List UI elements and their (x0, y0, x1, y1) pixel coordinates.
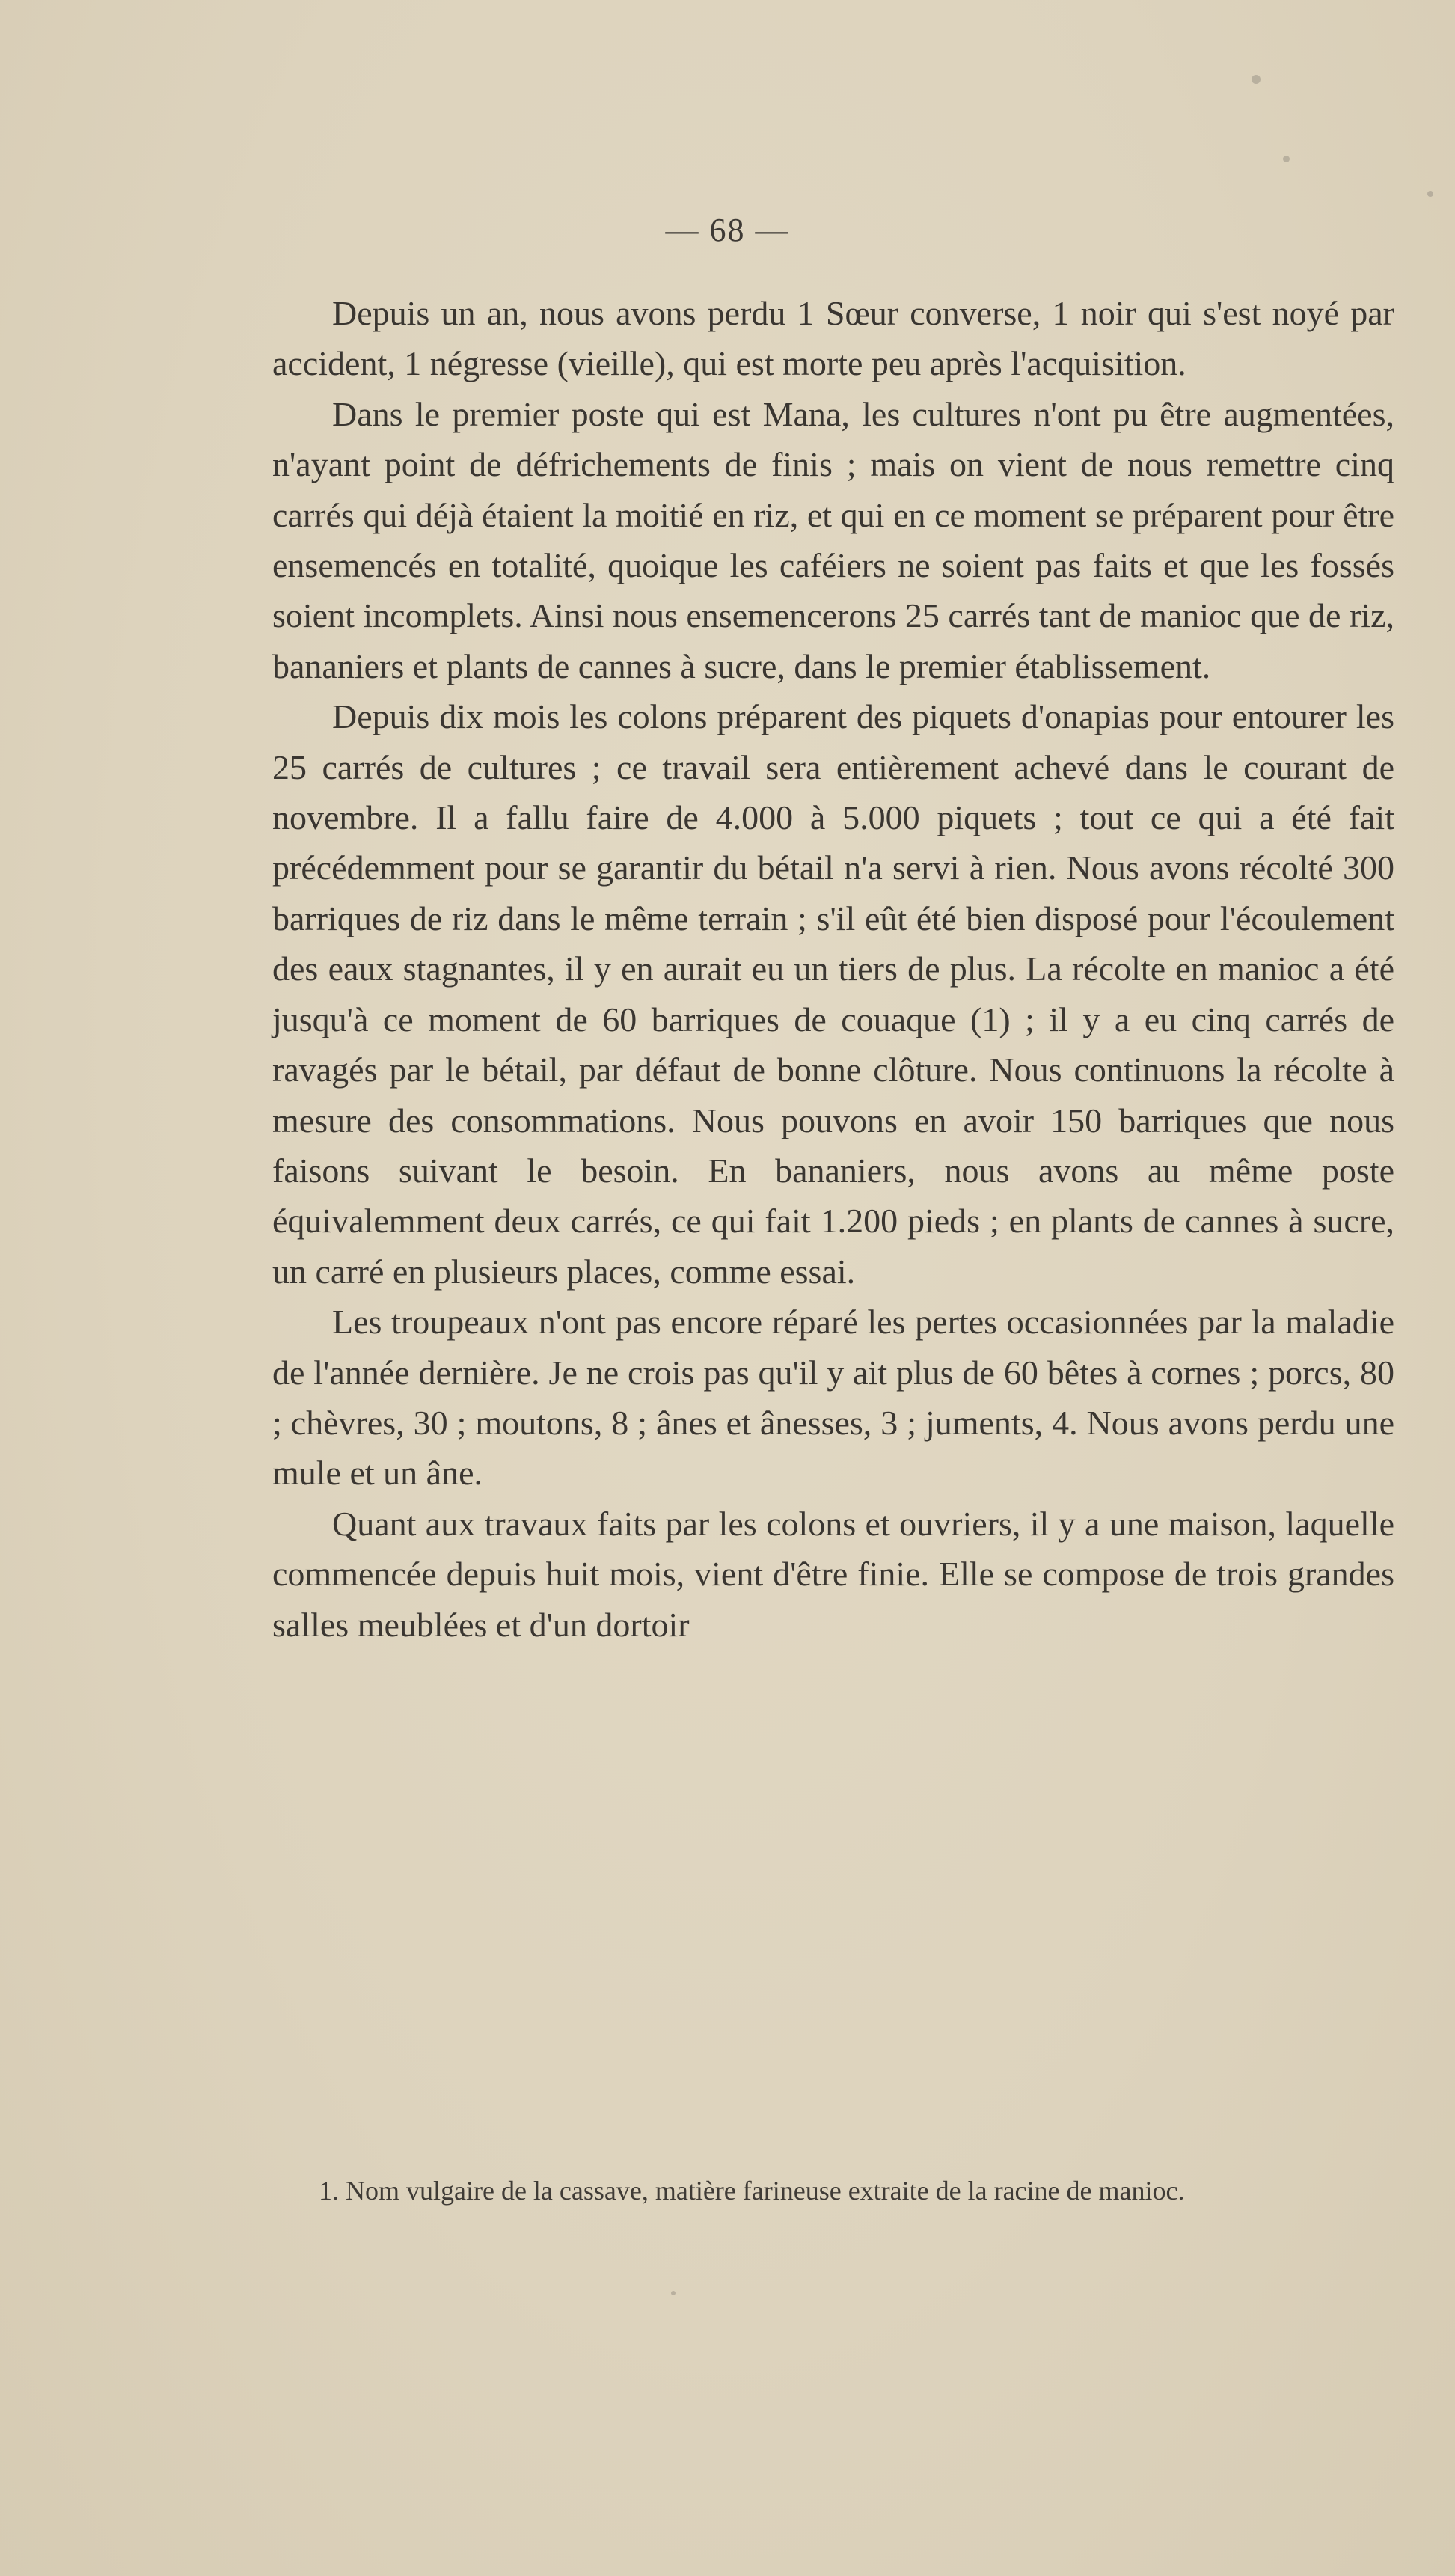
main-text (272, 288, 1394, 1650)
paper-speck (1427, 191, 1433, 197)
paragraph-1: Depuis un an, nous avons perdu 1 Sœur converse, 1 noir qui s'est noyé par accident, 1 négresse (vieille), qui est morte peu après l'acquisition. (272, 294, 1394, 383)
paragraph-3: Depuis dix mois les colons préparent des piquets d'onapias pour entourer les 25 carrés de cultures ; ce travail sera entièrement achevé dans le courant de novembre. Il a fallu faire de 4.000 à 5.000 piquets ; tout ce qui a été fait précédemment pour se garantir du bétail n'a servi à rien. Nous avons récolté 300 barriques de riz dans le même terrain ; s'il eût été bien disposé pour l'écoulement des eaux stagnantes, il y en aurait eu un tiers de plus. La récolte en manioc a été jusqu'à ce moment de 60 barriques de couaque (1) ; il y a eu cinq carrés de ravagés par le bétail, par défaut de bonne clôture. Nous continuons la récolte à mesure des consommations. Nous pouvons en avoir 150 barriques que nous faisons suivant le besoin. En bananiers, nous avons au même poste équivalemment deux carrés, ce qui fait 1.200 pieds ; en plants de cannes à sucre, un carré en plusieurs places, comme essai. (272, 697, 1394, 1291)
paper-speck (1283, 156, 1290, 162)
paper-speck (671, 2291, 676, 2295)
page-number: — 68 — (665, 212, 790, 248)
paragraph-5: Quant aux travaux faits par les colons et ouvriers, il y a une maison, laquelle commencée depuis huit mois, vient d'être finie. Elle se compose de trois grandes salles meublées et d'un dortoir (272, 1504, 1394, 1644)
footnote (272, 2173, 1394, 2208)
footnote-text: 1. Nom vulgaire de la cassave, matière farineuse extraite de la racine de manioc. (319, 2176, 1185, 2206)
paragraph-2: Dans le premier poste qui est Mana, les cultures n'ont pu être augmentées, n'ayant point de défrichements de finis ; mais on vient de nous remettre cinq carrés qui déjà étaient la moitié en riz, et qui en ce moment se préparent pour être ensemencés en totalité, quoique les caféiers ne soient pas faits et que les fossés soient incomplets. Ainsi nous ensemencerons 25 carrés tant de manioc que de riz, bananiers et plants de cannes à sucre, dans le premier établissement. (272, 394, 1394, 685)
paragraph-4: Les troupeaux n'ont pas encore réparé les pertes occasionnées par la maladie de l'année dernière. Je ne crois pas qu'il y ait plus de 60 bêtes à cornes ; porcs, 80 ; chèvres, 30 ; moutons, 8 ; ânes et ânesses, 3 ; juments, 4. Nous avons perdu une mule et un âne. (272, 1303, 1394, 1493)
paper-speck (1252, 75, 1261, 84)
